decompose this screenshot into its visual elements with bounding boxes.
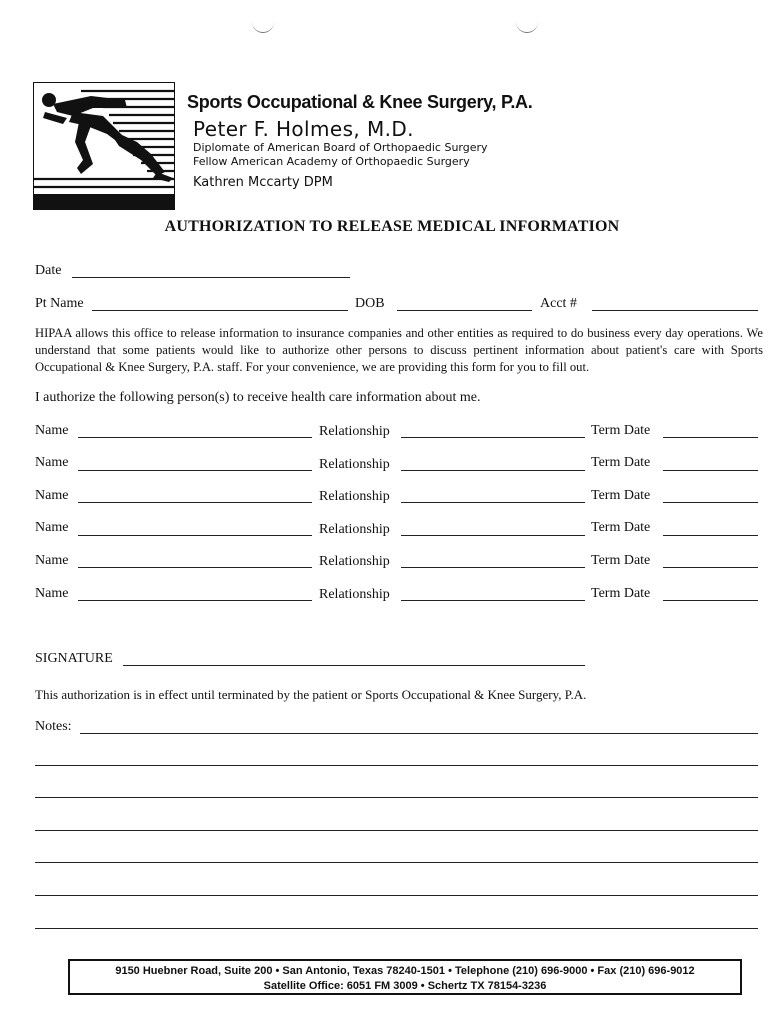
footer-address-box [68,959,742,995]
relationship-label: Relationship [319,457,390,472]
term-date-field[interactable] [663,437,758,438]
signature-field[interactable] [123,665,585,666]
date-field[interactable] [72,277,350,278]
form-title: AUTHORIZATION TO RELEASE MEDICAL INFORMATION [164,218,620,235]
credential-board: Diplomate of American Board of Orthopaedic Surgery [193,141,488,154]
punch-mark-left [252,20,274,33]
name-label: Name [35,520,69,535]
letterhead [187,92,532,190]
relationship-field[interactable] [401,502,585,503]
date-label: Date [35,263,62,278]
term-date-label: Term Date [591,423,651,438]
relationship-field[interactable] [401,535,585,536]
person-name-field[interactable] [78,535,312,536]
notes-label: Notes: [35,719,72,734]
term-date-field[interactable] [663,567,758,568]
footer-main-address: 9150 Huebner Road, Suite 200 • San Antonio, Texas 78240-1501 • Telephone (210) 696-9000 • Fax (210) 696-9012 [115,965,695,977]
doctor-name: Peter F. Holmes, M.D. [193,117,414,141]
second-doctor-name: Kathren Mccarty DPM [193,175,333,190]
relationship-label: Relationship [319,424,390,439]
dob-field[interactable] [397,310,532,311]
person-name-field[interactable] [78,600,312,601]
pt-name-label: Pt Name [35,296,84,311]
person-name-field[interactable] [78,567,312,568]
relationship-label: Relationship [319,489,390,504]
notes-line[interactable] [80,733,758,734]
notes-line[interactable] [35,830,758,831]
term-date-label: Term Date [591,455,651,470]
name-label: Name [35,455,69,470]
notes-line[interactable] [35,895,758,896]
relationship-label: Relationship [319,587,390,602]
term-date-label: Term Date [591,553,651,568]
pt-name-field[interactable] [92,310,348,311]
punch-mark-right [516,20,538,33]
effect-statement: This authorization is in effect until terminated by the patient or Sports Occupational & Knee Surgery, P.A. [35,687,587,702]
person-name-field[interactable] [78,437,312,438]
term-date-field[interactable] [663,470,758,471]
signature-label: SIGNATURE [35,651,113,666]
term-date-label: Term Date [591,586,651,601]
person-name-field[interactable] [78,470,312,471]
hipaa-paragraph: HIPAA allows this office to release information to insurance companies and other entities as required to do business every day operations. We understand that some patients would like to authorize other persons to discuss pertinent information about patient's care with Sports Occupational & Knee Surgery, P.A. staff. For your convenience, we are providing this form for you to fill out. [35,326,763,374]
relationship-field[interactable] [401,600,585,601]
name-label: Name [35,488,69,503]
footer-satellite-address: Satellite Office: 6051 FM 3009 • Schertz TX 78154-3236 [263,980,547,992]
sprinter-logo [33,82,175,210]
notes-line[interactable] [35,797,758,798]
term-date-field[interactable] [663,502,758,503]
relationship-label: Relationship [319,522,390,537]
notes-line[interactable] [35,862,758,863]
term-date-label: Term Date [591,520,651,535]
name-label: Name [35,423,69,438]
relationship-field[interactable] [401,437,585,438]
authorize-statement: I authorize the following person(s) to receive health care information about me. [35,390,481,405]
term-date-field[interactable] [663,535,758,536]
relationship-label: Relationship [319,554,390,569]
name-label: Name [35,586,69,601]
term-date-field[interactable] [663,600,758,601]
relationship-field[interactable] [401,567,585,568]
acct-field[interactable] [592,310,758,311]
term-date-label: Term Date [591,488,651,503]
name-label: Name [35,553,69,568]
relationship-field[interactable] [401,470,585,471]
practice-name: Sports Occupational & Knee Surgery, P.A. [187,92,533,112]
credential-academy: Fellow American Academy of Orthopaedic Surgery [193,155,470,168]
notes-line[interactable] [35,928,758,929]
dob-label: DOB [355,296,385,311]
person-name-field[interactable] [78,502,312,503]
acct-label: Acct # [540,296,577,311]
notes-line[interactable] [35,765,758,766]
